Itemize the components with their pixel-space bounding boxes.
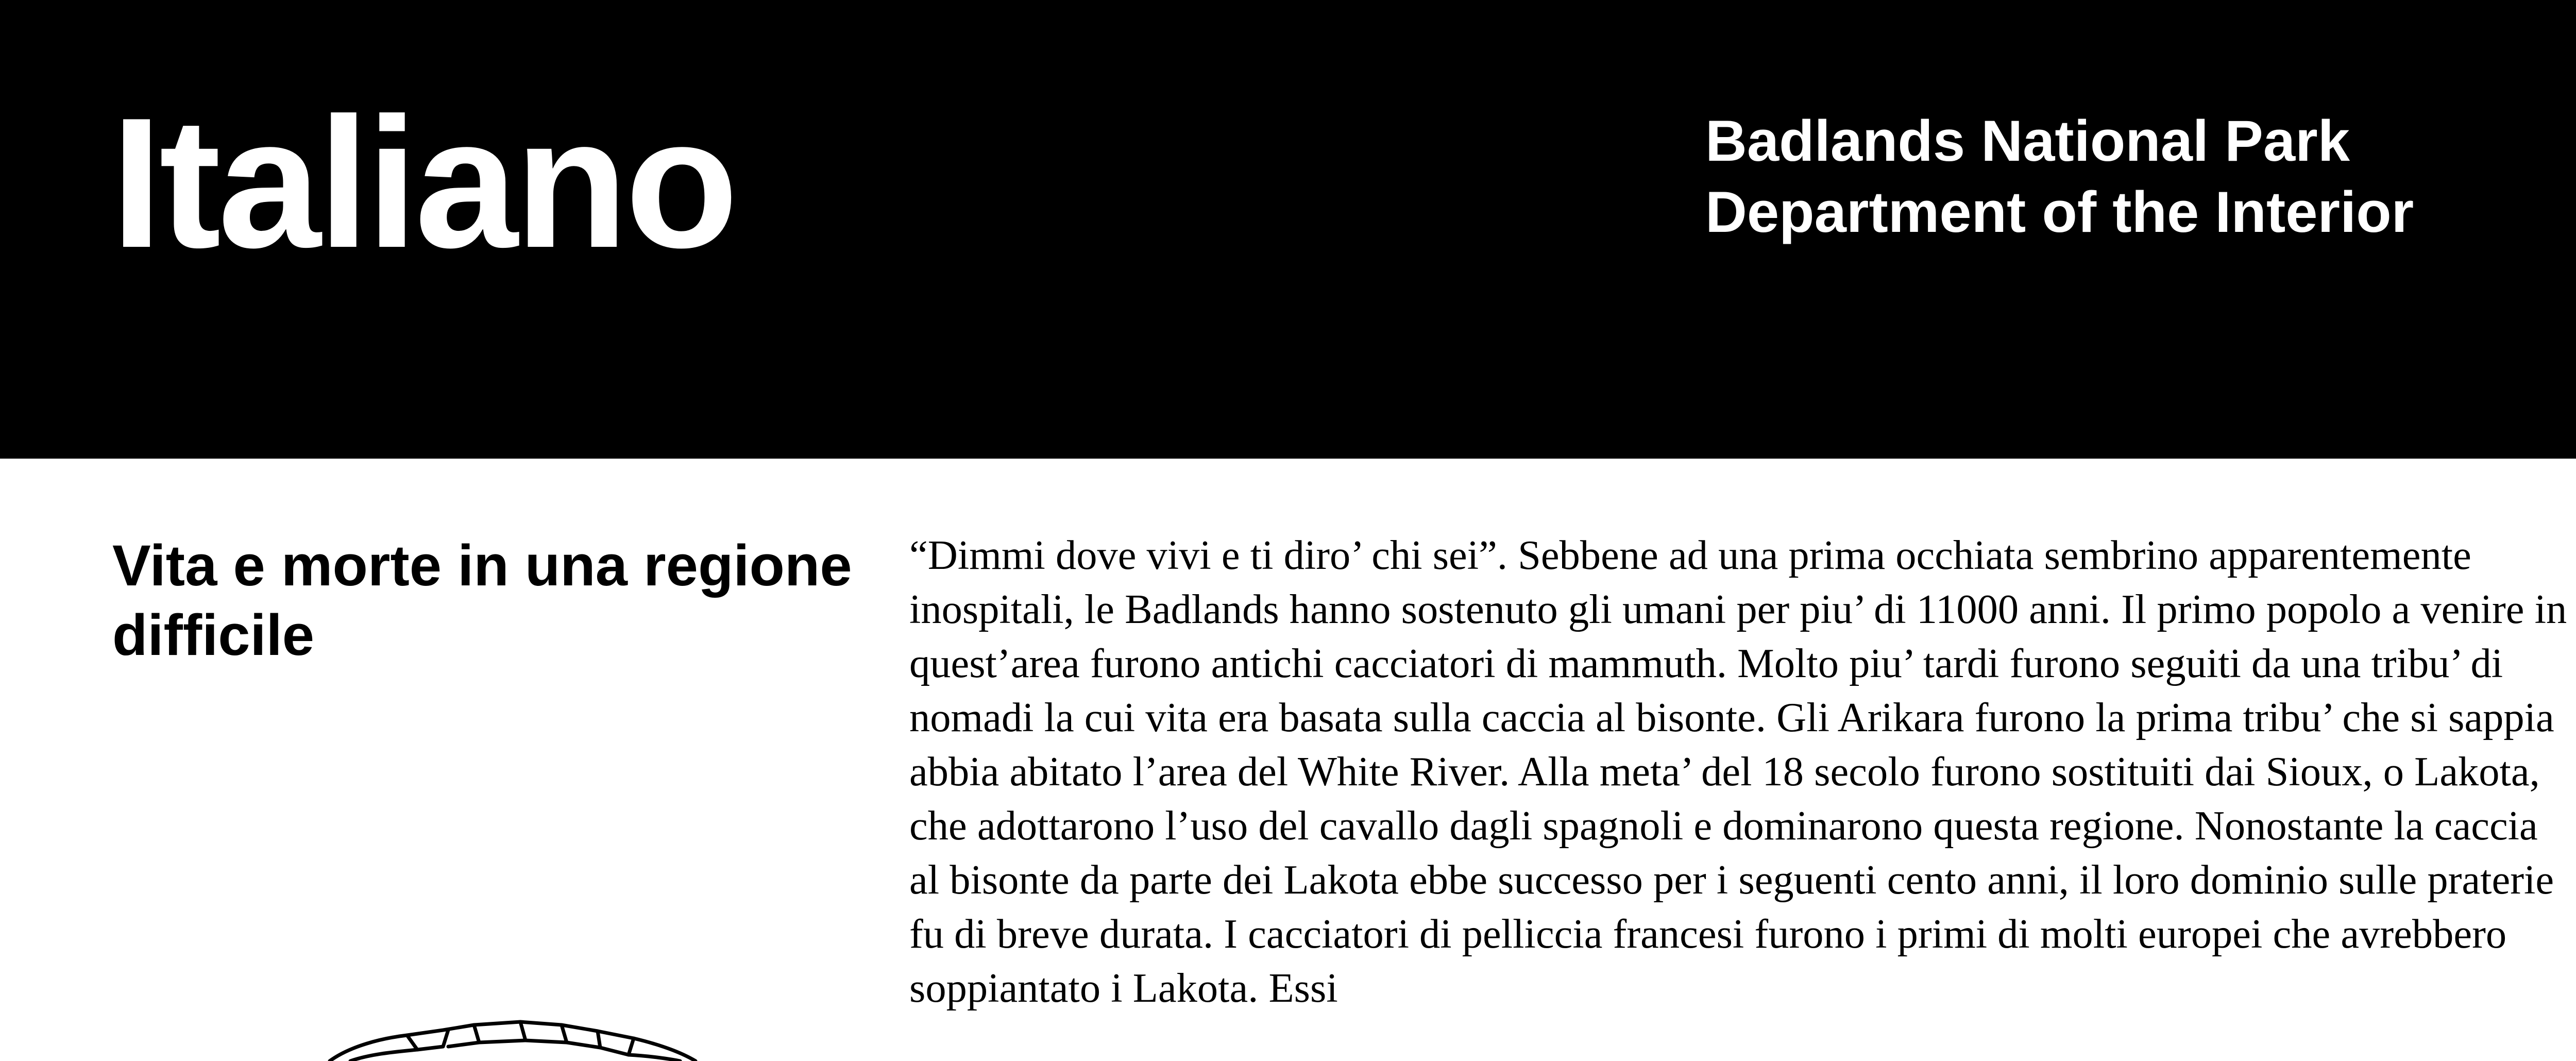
header-band	[0, 0, 2576, 459]
language-title: Italiano	[111, 79, 736, 287]
body-paragraph: “Dimmi dove vivi e ti diro’ chi sei”. Sebbene ad una prima occhiata sembrino apparentemente inospitali, le Badlands hanno sostenuto gli umani per piu’ di 11000 anni. Il primo popolo a venire in quest’area furono antichi cacciatori di mammuth. Molto piu’ tardi furono seguiti da una tribu’ di nomadi la cui vita era basata sulla caccia al bisonte. Gli Arikara furono la prima tribu’ che si sappia abbia abitato l’area del White River. Alla meta’ del 18 secolo furono sostituiti dai Sioux, o Lakota, che adottarono l’uso del cavallo dagli spagnoli e dominarono questa regione. Nonostante la caccia al bisonte da parte dei Lakota ebbe successo per i seguenti cento anni, il loro dominio sulle praterie fu di breve durata. I cacciatori di pelliccia francesi furono i primi di molti europei che avrebbero soppiantato i Lakota. Essi	[909, 532, 2567, 1011]
department-name: Department of the Interior	[1705, 180, 2414, 244]
section-heading: Vita e morte in una regione difficile	[112, 533, 852, 667]
skull-drawing-icon	[319, 1018, 711, 1061]
park-agency-block	[1705, 106, 2414, 248]
park-name: Badlands National Park	[1705, 109, 2350, 173]
